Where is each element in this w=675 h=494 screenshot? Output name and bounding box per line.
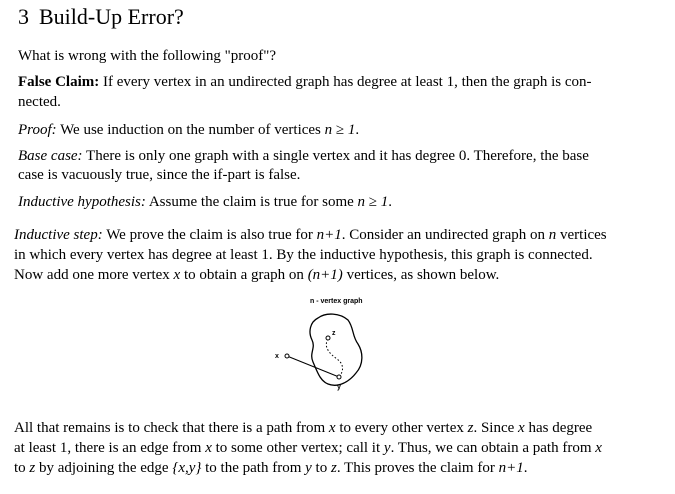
c3-a: to	[14, 460, 30, 476]
c3-math: n+1	[498, 460, 524, 476]
ih-label: Inductive hypothesis:	[18, 194, 146, 210]
vertex-y	[337, 375, 341, 379]
claim-line-2: nected.	[18, 94, 61, 110]
c2-y: y	[383, 440, 391, 456]
c3-z: z	[29, 460, 36, 476]
is3-b: to obtain a graph on	[180, 267, 308, 283]
c1-a: All that remains is to check that there is a path from	[14, 420, 329, 436]
claim-label: False Claim:	[18, 74, 100, 90]
proof-intro	[18, 120, 359, 140]
is-text-c: vertices	[556, 227, 607, 243]
inductive-hypothesis	[18, 192, 392, 212]
c1-x: x	[328, 420, 336, 436]
proof-period: .	[355, 122, 360, 138]
dashed-path-y-to-z	[326, 339, 342, 377]
c3-edge: {x,y}	[172, 460, 202, 476]
c2-c: . Thus, we can obtain a path from	[390, 440, 596, 456]
c1-d: has degree	[524, 420, 593, 436]
inductive-step-line-1	[14, 225, 607, 245]
ih-math: n ≥ 1	[357, 194, 389, 210]
c1-z: z	[467, 420, 474, 436]
inductive-step-line-3	[14, 265, 499, 285]
c3-e: . This proves the claim for	[336, 460, 499, 476]
base-case-label: Base case:	[18, 148, 83, 164]
false-claim	[18, 72, 592, 92]
graph-figure	[260, 292, 410, 412]
claim-line-1: If every vertex in an undirected graph has degree at least 1, then the graph is con-	[102, 74, 592, 90]
is-math: n+1	[316, 227, 342, 243]
is-n: n	[548, 227, 557, 243]
is3-x: x	[173, 267, 181, 283]
vertex-z	[326, 336, 330, 340]
c3-f: .	[523, 460, 528, 476]
c2-b: to some other vertex; call it	[211, 440, 384, 456]
section-heading	[18, 4, 184, 30]
is3-a: Now add one more vertex	[14, 267, 174, 283]
c1-c: . Since	[473, 420, 519, 436]
label-x: x	[275, 353, 279, 360]
proof-label: Proof:	[18, 122, 57, 138]
label-z: z	[332, 330, 336, 337]
ih-period: .	[388, 194, 393, 210]
is-text-b: . Consider an undirected graph on	[341, 227, 549, 243]
c3-d: to	[311, 460, 331, 476]
figure-caption: n - vertex graph	[310, 298, 363, 305]
base-case-line-1: There is only one graph with a single vertex and it has degree 0. Therefore, the base	[86, 148, 589, 164]
base-case	[18, 146, 589, 166]
conclusion-line-2	[14, 438, 602, 458]
inductive-step-line-2: in which every vertex has degree at least 1. By the inductive hypothesis, this graph is connected.	[14, 247, 593, 263]
conclusion-line-3	[14, 458, 527, 478]
base-case-line-2: case is vacuously true, since the if-part is false.	[18, 167, 301, 183]
c1-x2: x	[518, 420, 525, 436]
ih-text: Assume the claim is true for some	[148, 194, 358, 210]
proof-math: n ≥ 1	[324, 122, 356, 138]
is3-c: vertices, as shown below.	[342, 267, 500, 283]
c2-x: x	[205, 440, 212, 456]
c1-b: to every other vertex	[335, 420, 468, 436]
c3-z2: z	[330, 460, 337, 476]
section-title: Build-Up Error?	[39, 4, 184, 29]
question: What is wrong with the following "proof"?	[18, 48, 277, 64]
n-vertex-graph-blob	[310, 314, 362, 385]
c2-a: at least 1, there is an edge from	[14, 440, 206, 456]
is-label: Inductive step:	[14, 227, 103, 243]
vertex-x	[285, 354, 289, 358]
c3-c: to the path from	[201, 460, 306, 476]
is3-math: (n+1)	[307, 267, 343, 283]
section-number: 3	[18, 4, 29, 29]
conclusion-line-1	[14, 418, 592, 438]
edge-x-y	[287, 356, 339, 377]
c2-x2: x	[595, 440, 602, 456]
is-text-a: We prove the claim is also true for	[106, 227, 317, 243]
c3-b: by adjoining the edge	[35, 460, 173, 476]
label-y: y	[337, 384, 341, 391]
c3-y: y	[305, 460, 312, 476]
proof-text: We use induction on the number of vertices	[60, 122, 325, 138]
